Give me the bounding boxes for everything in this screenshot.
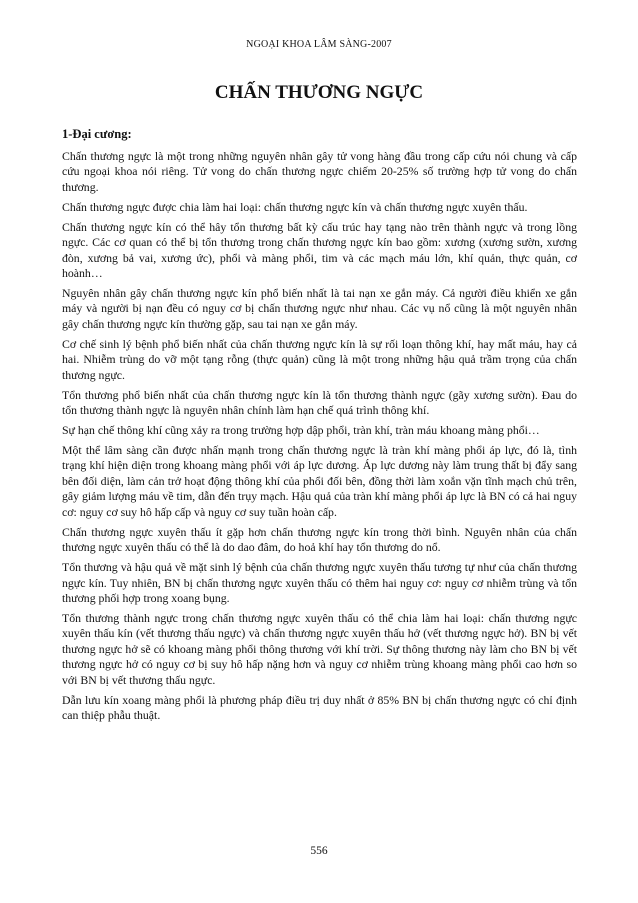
paragraph: Chấn thương ngực được chia làm hai loại: chấn thương ngực kín và chấn thương ngực xuyên thấu. (62, 199, 528, 214)
paragraph: Dẫn lưu kín xoang màng phổi là phương pháp điều trị duy nhất ở 85% BN bị chấn thương ngực có chỉ định can thiệp phẫu thuật. (62, 692, 577, 722)
paragraph: Chấn thương ngực kín có thể hây tổn thương bất kỳ cấu trúc hay tạng nào trên thành ngực và trong lồng ngực. Các cơ quan có thể bị tổn thương trong chấn thương ngực kín bao gồm: xương (xương sườn, xương đòn, xương bả vai, xương ức), phổi và màng phổi, tim và các mạch máu lớn, khí quản, thực quản, cơ hoành… (62, 219, 577, 281)
paragraph: Sự hạn chế thông khí cũng xảy ra trong trường hợp dập phổi, tràn khí, tràn máu khoang màng phổi… (62, 423, 540, 438)
paragraph: Chấn thương ngực xuyên thấu ít gặp hơn chấn thương ngực kín trong thời bình. Nguyên nhân của chấn thương ngực xuyên thấu có thể là do dao đâm, do hoả khí hay tổn thương do nổ. (62, 524, 577, 555)
paragraph: Nguyên nhân gây chấn thương ngực kín phổ biến nhất là tai nạn xe gắn máy. Cả người điều khiển xe gắn máy và người bị nạn đều có nguy cơ bị chấn thương ngực như nhau. Các vụ nổ cũng là một nguyên nhân gây chấn thương ngực kín thường gặp, sau tai nạn xe gắn máy. (62, 286, 577, 331)
paragraph: Chấn thương ngực là một trong những nguyên nhân gây tử vong hàng đầu trong cấp cứu nói chung và cấp cứu ngoại khoa nói riêng. Tử vong do chấn thương ngực chiếm 20-25% số trường hợp tử vong do chấn thương. (62, 149, 577, 194)
document-title: CHẤN THƯƠNG NGỰC (214, 82, 424, 103)
paragraph: Một thể lâm sàng cần được nhấn mạnh trong chấn thương ngực là tràn khí màng phổi áp lực, đó là, tình trạng khí hiện diện trong khoang màng phổi với áp lực dương. Áp lực dương này làm trung thất bị đẩy sang bên đối diện, làm cản trở hoạt động thông khí của phổi đối bên, đồng thời làm xoắn vặn tĩnh mạch chủ trên, gây giảm lượng máu về tim, dẫn đến trụy mạch. Hậu quả của tràn khí màng phổi áp lực là BN có cả hai nguy cơ: nguy cơ suy hô hấp cấp và nguy cơ suy tuần hoàn cấp. (62, 443, 578, 519)
paragraph: Tổn thương thành ngực trong chấn thương ngực xuyên thấu có thể chia làm hai loại: chấn thương ngực xuyên thấu kín (vết thương thấu ngực) và chấn thương ngực xuyên thấu hở (vết thương ngực hở). BN bị vết thương ngực hở sẽ có khoang màng phổi thông thương với khí trời. Sự thông thương này làm cho BN bị vết thương ngực hở có nguy cơ bị suy hô hấp nặng hơn và nguy cơ nhiễm trùng khoang màng phổi cao hơn so với BN bị vết thương thấu ngực. (62, 610, 577, 687)
section-overview (62, 127, 577, 728)
page-number: 556 (310, 845, 328, 857)
paragraph: Cơ chế sinh lý bệnh phổ biến nhất của chấn thương ngực kín là sự rối loạn thông khí, hay mất máu, hay cả hai. Nhiễm trùng do vỡ một tạng rỗng (thực quản) cũng là một trong những hậu quả trầm trọng của chấn thương ngực. (62, 336, 577, 382)
section-heading: 1-Đại cương: (62, 127, 132, 141)
running-header: NGOẠI KHOA LÂM SÀNG-2007 (246, 39, 392, 50)
paragraph: Tổn thương phổ biến nhất của chấn thương ngực kín là tổn thương thành ngực (gãy xương sườn). Đau do tổn thương thành ngực là nguyên nhân chính làm hạn chế quá trình thông khí. (62, 387, 577, 418)
paragraph: Tổn thương và hậu quả về mặt sinh lý bệnh của chấn thương ngực xuyên thấu tương tự như của chấn thương ngực kín. Tuy nhiên, BN bị chấn thương ngực xuyên thấu có thêm hai nguy cơ: nguy cơ nhiễm trùng và tổn thương phối hợp trong xoang bụng. (62, 560, 577, 605)
